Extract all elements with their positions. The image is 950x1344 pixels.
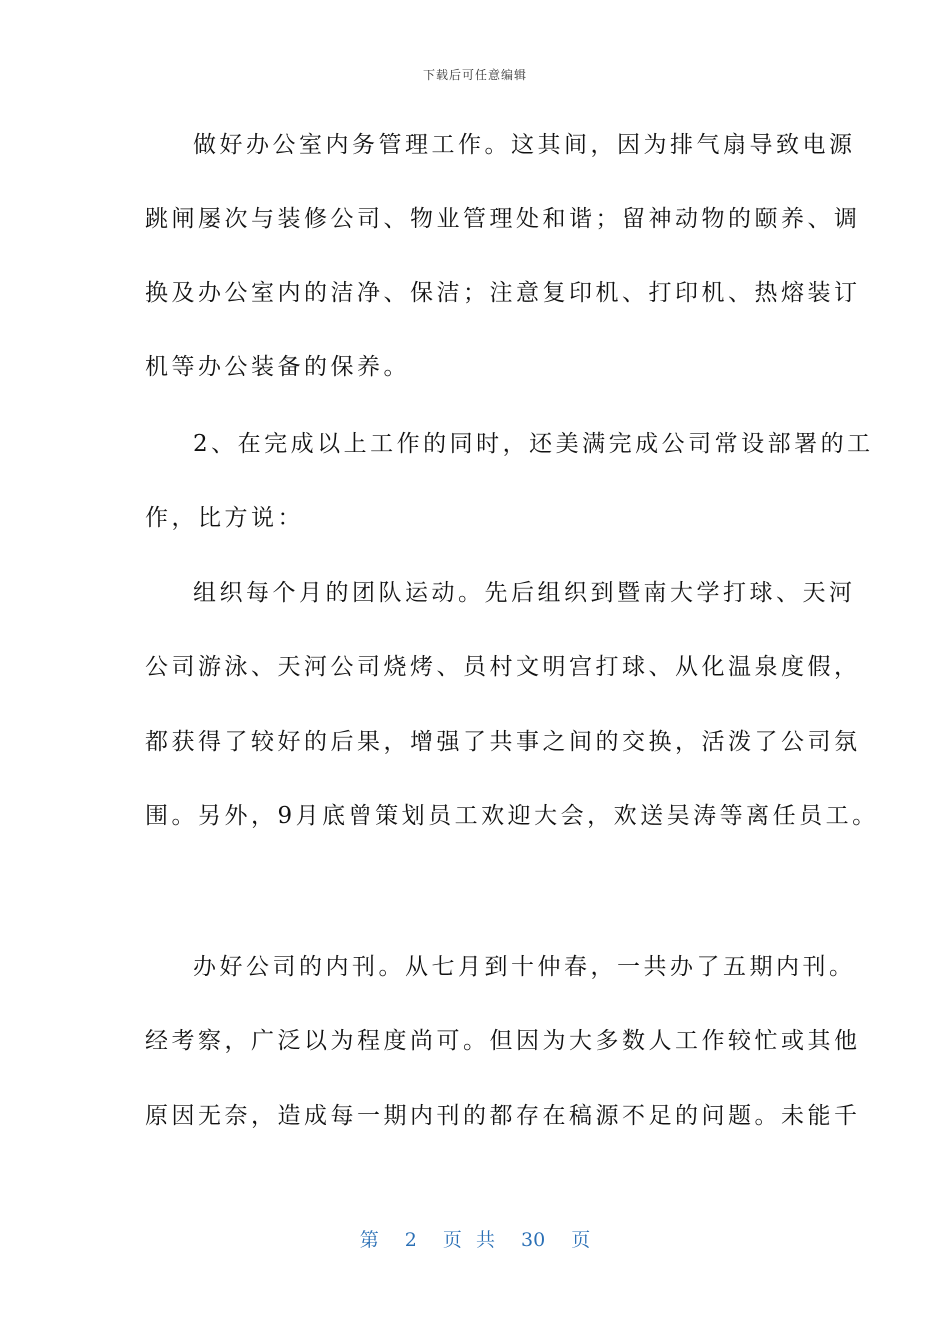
body-line-10: 围。另外，9月底曾策划员工欢迎大会，欢送吴涛等离任员工。 (145, 803, 879, 829)
body-line-9: 都获得了较好的后果，增强了共事之间的交换，活泼了公司氛 (145, 729, 861, 755)
body-line-3: 换及办公室内的洁净、保洁；注意复印机、打印机、热熔装订 (145, 280, 861, 306)
body-line-2: 跳闸屡次与装修公司、物业管理处和谐；留神动物的颐养、调 (145, 206, 861, 232)
body-line-11: 办好公司的内刊。从七月到十仲春，一共办了五期内刊。 (193, 954, 856, 980)
footer-middle: 页 共 (442, 1229, 495, 1251)
body-line-1: 做好办公室内务管理工作。这其间，因为排气扇导致电源 (193, 132, 856, 158)
footer-page-number: 2 (404, 1229, 417, 1251)
footer-suffix: 页 (571, 1229, 591, 1251)
body-line-8: 公司游泳、天河公司烧烤、员村文明宫打球、从化温泉度假， (145, 654, 861, 680)
body-line-12: 经考察，广泛以为程度尚可。但因为大多数人工作较忙或其他 (145, 1028, 861, 1054)
footer-prefix: 第 (359, 1229, 379, 1251)
page-header: 下载后可任意编辑 (422, 68, 527, 82)
body-line-5: 2、在完成以上工作的同时，还美满完成公司常设部署的工 (193, 431, 874, 457)
body-line-4: 机等办公装备的保养。 (145, 354, 410, 380)
body-line-7: 组织每个月的团队运动。先后组织到暨南大学打球、天河 (193, 580, 856, 606)
body-line-13: 原因无奈，造成每一期内刊的都存在稿源不足的问题。未能千 (145, 1103, 861, 1129)
body-line-6: 作，比方说： (145, 505, 304, 531)
page-footer (0, 1225, 950, 1252)
footer-total-pages: 30 (521, 1229, 546, 1251)
